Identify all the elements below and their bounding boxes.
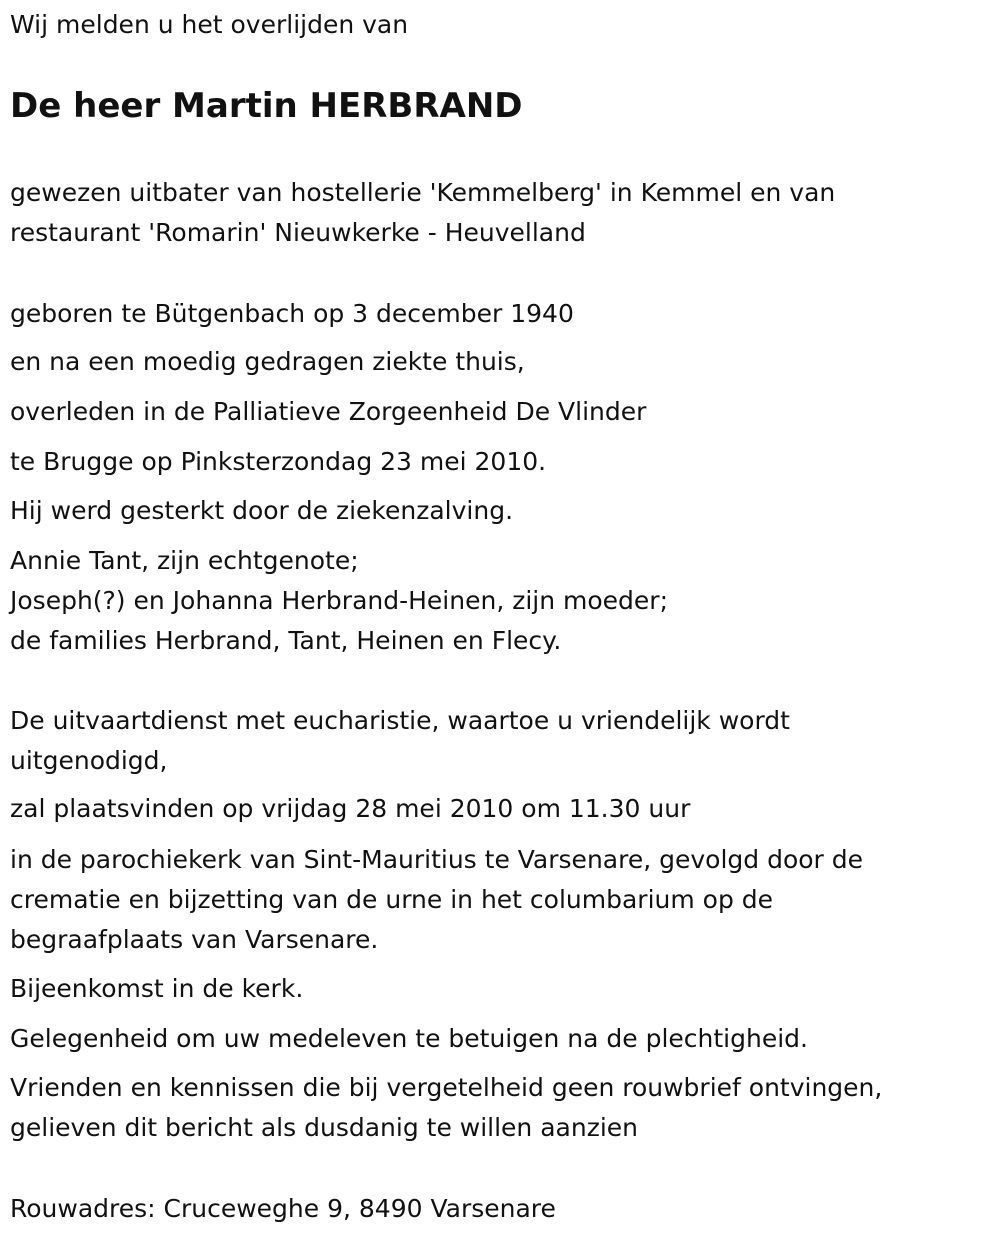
birth-text: geboren te Bütgenbach op 3 december 1940 [10,299,574,328]
death-place-text: overleden in de Palliatieve Zorgeenheid De Vlinder [10,397,647,426]
death-date-text: te Brugge op Pinksterzondag 23 mei 2010. [10,447,547,476]
profession-line-1: gewezen uitbater van hostellerie 'Kemmelberg' in Kemmel en van [10,178,836,207]
notice-line-2: gelieven dit bericht als dusdanig te willen aanzien [10,1113,639,1142]
service-where-line-2: crematie en bijzetting van de urne in het columbarium op de [10,885,774,914]
family-line-3: de families Herbrand, Tant, Heinen en Flecy. [10,626,562,655]
gathering-text: Bijeenkomst in de kerk. [10,974,304,1003]
service-where-line-1: in de parochiekerk van Sint-Mauritius te Varsenare, gevolgd door de [10,845,864,874]
service-where-line-3: begraafplaats van Varsenare. [10,925,379,954]
profession-line-2: restaurant 'Romarin' Nieuwkerke - Heuvelland [10,218,586,247]
service-invitation-line-2: uitgenodigd, [10,746,168,775]
family-line-2: Joseph(?) en Johanna Herbrand-Heinen, zijn moeder; [10,586,669,615]
illness-text: en na een moedig gedragen ziekte thuis, [10,347,525,376]
intro-text: Wij melden u het overlijden van [10,10,409,39]
sacrament-text: Hij werd gesterkt door de ziekenzalving. [10,496,514,525]
mourning-address: Rouwadres: Cruceweghe 9, 8490 Varsenare [10,1194,556,1223]
service-invitation-line-1: De uitvaartdienst met eucharistie, waartoe u vriendelijk wordt [10,706,790,735]
notice-line-1: Vrienden en kennissen die bij vergetelheid geen rouwbrief ontvingen, [10,1073,883,1102]
condolence-text: Gelegenheid om uw medeleven te betuigen na de plechtigheid. [10,1024,808,1053]
deceased-name: De heer Martin HERBRAND [10,86,523,126]
family-line-1: Annie Tant, zijn echtgenote; [10,546,359,575]
service-when-text: zal plaatsvinden op vrijdag 28 mei 2010 om 11.30 uur [10,794,691,823]
